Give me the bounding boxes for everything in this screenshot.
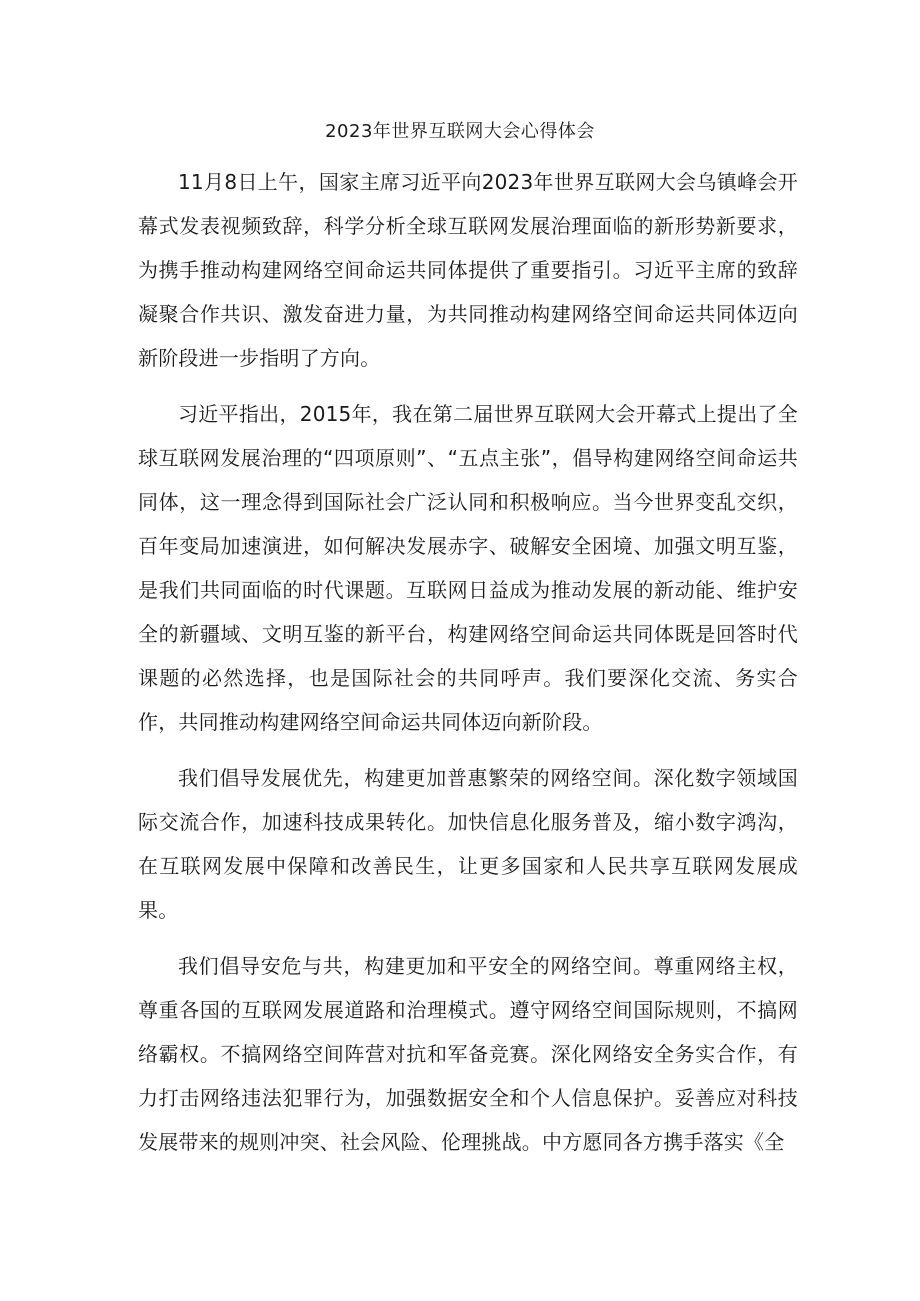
document-body <box>138 160 798 1176</box>
document-title: 2023年世界互联网大会心得体会 <box>325 121 595 142</box>
paragraph-1: 11月8日上午，国家主席习近平向2023年世界互联网大会乌镇峰会开幕式发表视频致辞，科学分析全球互联网发展治理面临的新形势新要求，为携手推动构建网络空间命运共同体提供了重要指引。习近平主席的致辞凝聚合作共识、激发奋进力量，为共同推动构建网络空间命运共同体迈向新阶段进一步指明了方向。 <box>138 170 798 370</box>
paragraph-2: 习近平指出，2015年，我在第二届世界互联网大会开幕式上提出了全球互联网发展治理的“四项原则”、“五点主张”，倡导构建网络空间命运共同体，这一理念得到国际社会广泛认同和积极响应。当今世界变乱交织，百年变局加速演进，如何解决发展赤字、破解安全困境、加强文明互鉴，是我们共同面临的时代课题。互联网日益成为推动发展的新动能、维护安全的新疆域、文明互鉴的新平台，构建网络空间命运共同体既是回答时代课题的必然选择，也是国际社会的共同呼声。我们要深化交流、务实合作，共同推动构建网络空间命运共同体迈向新阶段。 <box>138 402 798 734</box>
paragraph-3: 我们倡导发展优先，构建更加普惠繁荣的网络空间。深化数字领域国际交流合作，加速科技成果转化。加快信息化服务普及，缩小数字鸿沟，在互联网发展中保障和改善民生，让更多国家和人民共享互联网发展成果。 <box>138 766 798 922</box>
paragraph-4: 我们倡导安危与共，构建更加和平安全的网络空间。尊重网络主权，尊重各国的互联网发展道路和治理模式。遵守网络空间国际规则，不搞网络霸权。不搞网络空间阵营对抗和军备竞赛。深化网络安全务实合作，有力打击网络违法犯罪行为，加强数据安全和个人信息保护。妥善应对科技发展带来的规则冲突、社会风险、伦理挑战。中方愿同各方携手落实《全 <box>138 954 798 1154</box>
